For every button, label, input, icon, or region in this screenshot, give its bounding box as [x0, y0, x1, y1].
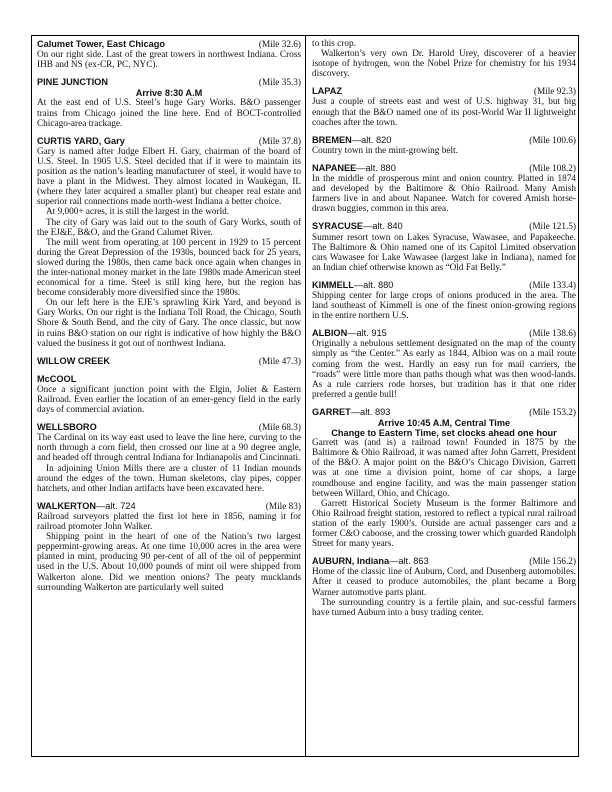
station-entry [37, 77, 301, 128]
station-entry [37, 422, 301, 494]
station-title [312, 86, 342, 97]
station-title [312, 163, 396, 174]
station-entry [312, 280, 576, 321]
description-paragraph: The mill went from operating at 100 percent in 1929 to 15 percent during the Great Depression of the 1930s, bounced back for 25 years, slowed during the 1980s, then came back once again when changes in the inter-national money market in the late 1980s made American steel economical for a time. Steel is still king here, but the region has become considerably more diversified since the 1980s. [37, 237, 301, 299]
station-entry [37, 136, 301, 349]
station-name: BREMEN [312, 134, 352, 145]
station-header [37, 136, 301, 147]
station-name: CURTIS YARD, Gary [37, 135, 125, 146]
station-header [37, 501, 301, 512]
description-paragraph: Garrett Historical Society Museum is the former Baltimore and Ohio Railroad freight station, restored to reflect a typical rural railroad station of the early 1900’s. Outside are actual passenger cars and a former C&O caboose, and the crossing tower which guarded Randolph Street for many years. [312, 498, 576, 550]
station-title [312, 556, 429, 567]
station-header [37, 356, 301, 367]
station-altitude: —alt. 880 [353, 279, 394, 290]
station-header [312, 407, 576, 418]
station-entry [312, 407, 576, 549]
description-paragraph: In adjoining Union Mills there are a cluster of 11 Indian mounds around the edges of the town. Human skeletons, clay pipes, copper hatchets, and other Indian artifacts have been excavated here. [37, 463, 301, 494]
station-title [312, 328, 387, 339]
station-entry [312, 86, 576, 127]
station-name: WELLSBORO [37, 422, 97, 433]
station-name: PINE JUNCTION [37, 77, 108, 88]
description-paragraph: Shipping point in the heart of one of the Nation’s two largest peppermint-growing areas. At one time 10,000 acres in the area were planted in mint, producing 90 per-cent of all of the oil of peppermint used in the U.S. About 10,000 pounds of mint oil were shipped from Walkerton alone. Did we mention onions? The peaty mucklands surrounding Walkerton are particularly well suited [37, 532, 301, 593]
description-paragraph: The Cardinal on its way east used to leave the line here, curving to the north through a corn field, then crossed our line at a 90 degree angle, and headed off through central Indiana for Indianapolis and Cincinnati. [37, 433, 301, 464]
station-entry [37, 374, 301, 415]
station-header [37, 77, 301, 88]
right-column [312, 39, 576, 625]
station-entry [37, 356, 301, 367]
description-paragraph: In the middle of prosperous mint and onion country. Platted in 1874 and developed by the Baltimore & Ohio Railroad. Many Amish farmers live in and about Napanee. Watch for covered Amish horse-drawn buggies, common in this area. [312, 174, 576, 215]
station-name: McCOOL [37, 373, 77, 384]
milepost: (Mile 156.2) [529, 557, 576, 568]
station-title [37, 356, 110, 367]
station-altitude: —alt. 880 [356, 162, 396, 173]
description-paragraph: to this crop. [312, 39, 356, 49]
milepost: (Mile 92.3) [533, 87, 576, 98]
milepost: (Mile 37.8) [258, 136, 301, 147]
station-name: ALBION [312, 328, 348, 339]
station-entry [37, 39, 301, 70]
station-name: AUBURN, Indiana [312, 556, 390, 567]
station-altitude: —alt. 893 [350, 406, 391, 417]
description-paragraph: On our right side. Last of the great towers in northwest Indiana. Cross IHB and NS (ex-CR, PC, NYC). [37, 50, 301, 71]
station-entry [312, 328, 576, 400]
description-paragraph: At the east end of U.S. Steel’s huge Gary Works. B&O passenger trains from Chicago joined the line here. End of BOCT-controlled Chicago-area trackage. [37, 98, 301, 129]
description-paragraph: Home of the classic line of Auburn, Cord, and Dusenberg automobiles. After it ceased to produce automobiles, the plant became a Borg Warner automotive parts plant. [312, 567, 576, 598]
station-entry [312, 221, 576, 272]
station-header [37, 422, 301, 433]
station-title [37, 39, 165, 50]
station-title [312, 280, 393, 291]
station-header [312, 280, 576, 291]
description-paragraph: Just a couple of streets east and west of U.S. highway 31, but big enough that the B&O named one of its post-World War II lightweight coaches after the town. [312, 97, 576, 128]
description-paragraph: On our left here is the EJE’s sprawling Kirk Yard, and beyond is Gary Works. On our right is the Indiana Toll Road, the Chicago, South Shore & South Bend, and the city of Gary. The once classic, but now in ruins B&O station on our right is indicative of how highly the B&O valued the business it got out of northwest Indiana. [37, 298, 301, 349]
station-name: KIMMELL [312, 279, 354, 290]
station-header [37, 39, 301, 50]
station-entry [312, 39, 576, 79]
description-paragraph: At 9,000+ acres, it is still the largest in the world. [46, 207, 230, 218]
station-header [312, 221, 576, 232]
station-title [37, 422, 97, 433]
station-entry [312, 556, 576, 618]
milepost: (Mile 153.2) [529, 407, 576, 418]
description-paragraph: The surrounding country is a fertile plain, and suc-cessful farmers have turned Auburn into a busy trading center. [312, 597, 576, 618]
station-title [37, 374, 76, 385]
station-altitude: —alt. 724 [96, 500, 136, 511]
station-header [37, 374, 301, 385]
description-paragraph: Country town in the mint-growing belt. [312, 145, 458, 156]
station-header [312, 86, 576, 97]
station-name: WILLOW CREEK [37, 355, 110, 366]
station-title [312, 407, 390, 418]
station-title [312, 135, 391, 146]
station-name: Calumet Tower, East Chicago [37, 39, 165, 49]
station-altitude: —alt. 915 [347, 328, 387, 339]
arrival-notice: Arrive 10:45 A.M, Central Time [377, 418, 511, 428]
station-name: SYRACUSE [312, 221, 364, 232]
milepost: (Mile 108.2) [529, 163, 576, 174]
station-altitude: —alt. 820 [351, 134, 392, 145]
description-paragraph: Walkerton’s very own Dr. Harold Urey, discoverer of a heavier isotope of hydrogen, won the Nobel Prize for chemistry for his 1934 discovery. [312, 49, 576, 80]
station-entry [312, 135, 576, 156]
milepost: (Mile 138.6) [529, 329, 576, 340]
station-entry [37, 501, 301, 593]
station-altitude: —alt. 840 [363, 221, 403, 232]
description-paragraph: Summer resort town on Lakes Syracuse, Wawasee, and Papakeeche. The Baltimore & Ohio named one of its Capitol Limited observation cars Wawasee for Lake Wawasee (largest lake in Indiana), named for an Indian chief otherwise known as “Old Fat Belly.” [312, 232, 576, 273]
station-title [37, 501, 136, 512]
arrival-notice: Arrive 8:30 A.M [135, 88, 203, 99]
station-title [37, 77, 108, 88]
station-name: NAPANEE [312, 162, 357, 173]
description-paragraph: Gary is named after Judge Elbert H. Gary, chairman of the board of U.S. Steel. In 1905 U.S. Steel decided that if it were to maintain its position as the nation’s leading manufacturer of steel, it would have to have a plant in the Midwest. They almost located in Waukegan, IL (where they later acquired a smaller plant) but cheaper real estate and superior rail connections made north-west Indiana a better choice. [37, 146, 301, 208]
milepost: (Mile 32.6) [258, 40, 301, 50]
description-paragraph: Shipping center for large crops of onions produced in the area. The land southeast of Kimmell is one of the finest onion-growing regions in the entire northern U.S. [312, 290, 576, 322]
milepost: (Mile 35.3) [258, 78, 301, 89]
station-header [312, 135, 576, 146]
description-paragraph: Once a significant junction point with the Elgin, Joliet & Eastern Railroad. Even earlier the location of an emer-gency field in the early days of commercial aviation. [37, 384, 301, 416]
station-header [312, 556, 576, 567]
milepost: (Mile 121.5) [529, 222, 576, 233]
station-name: LAPAZ [312, 86, 342, 97]
station-name: WALKERTON [37, 500, 97, 511]
description-paragraph: Garrett was (and is) a railroad town! Founded in 1875 by the Baltimore & Ohio Railroad, it was named after John Garrett, President of the B&O. A major point on the B&O’s Chicago Division, Garrett was at one time a division point, home of car shops, a large roundhouse and engine facility, and was the main passenger station between Willard, Ohio, and Chicago. [312, 438, 576, 499]
milepost: (Mile 83) [265, 501, 301, 512]
station-entry [312, 163, 576, 214]
column-divider [305, 36, 306, 756]
milepost: (Mile 133.4) [529, 280, 576, 291]
station-name: GARRET [312, 406, 351, 417]
station-altitude: —alt. 863 [389, 556, 429, 567]
station-title [312, 221, 403, 232]
milepost: (Mile 47.3) [258, 356, 301, 367]
milepost: (Mile 68.3) [258, 423, 301, 434]
station-title [37, 136, 125, 147]
timetable-guide-page [31, 35, 579, 757]
station-header [312, 163, 576, 174]
milepost: (Mile 100.6) [529, 135, 576, 146]
left-column [37, 39, 301, 600]
description-paragraph: Originally a nebulous settlement designated on the map of the county simply as “the Center.” As early as 1844, Albion was on a mail route coming from the west. Hardly an easy run for mail carriers, the “roads” were little more than paths though what was then wood-lands. As a rule carriers rode horses, but tradition has it that one rider preferred a gentle bull! [312, 339, 576, 400]
description-paragraph: The city of Gary was laid out to the south of Gary Works, south of the EJ&E, B&O, and the Grand Calumet River. [37, 217, 301, 238]
arrival-notice: Change to Eastern Time, set clocks ahead one hour [331, 428, 557, 439]
station-header [312, 328, 576, 339]
description-paragraph: Railroad surveyors platted the first lot here in 1856, naming it for railroad promoter John Walker. [37, 511, 301, 533]
